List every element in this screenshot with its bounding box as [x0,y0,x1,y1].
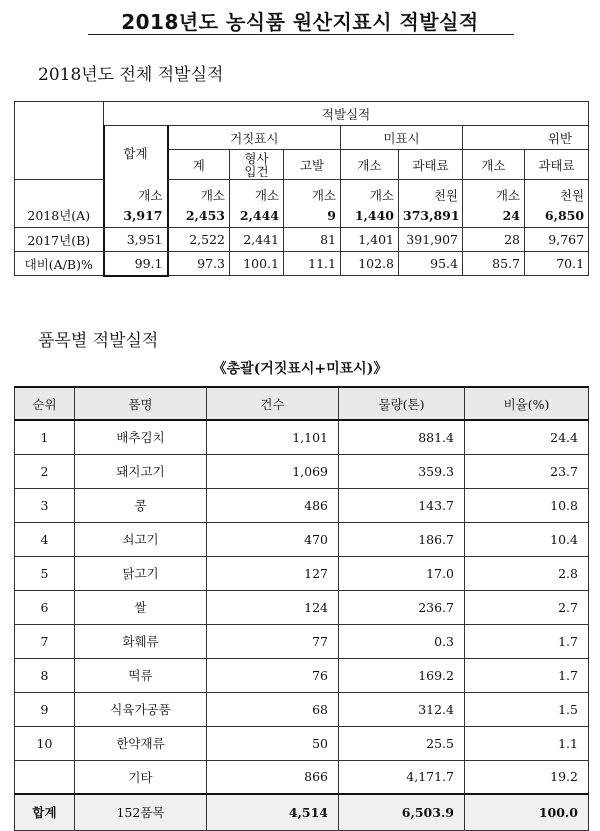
items-cell: 돼지고기 [75,454,207,488]
items-cell: 9 [15,692,75,726]
title-underline [88,34,514,35]
items-cell: 124 [207,590,339,624]
summary-header-violation-count: 개소 [463,150,525,180]
summary-row-label: 대비(A/B)% [15,252,104,276]
summary-header-results: 적발실적 [104,102,589,126]
summary-unit-label [15,180,104,204]
items-cell: 5 [15,556,75,590]
summary-header-complaint: 고발 [284,150,341,180]
items-cell: 8 [15,658,75,692]
items-cell: 1.1 [465,726,589,760]
summary-table [14,101,589,277]
summary-cell: 1,440 [341,204,399,228]
table-row [15,488,589,522]
items-total-count-items: 152품목 [75,794,207,830]
items-cell: 1.5 [465,692,589,726]
items-total-cases: 4,514 [207,794,339,830]
table-row [15,522,589,556]
items-cell: 17.0 [339,556,465,590]
summary-cell: 9,767 [525,228,589,252]
summary-cell: 3,917 [104,204,168,228]
items-cell: 1.7 [465,624,589,658]
summary-header-unmarked-fine: 과태료 [399,150,463,180]
items-cell: 186.7 [339,522,465,556]
summary-cell: 97.3 [168,252,230,276]
items-cell: 식육가공품 [75,692,207,726]
items-cell: 77 [207,624,339,658]
section-heading-items: 품목별 적발실적 [38,331,159,351]
items-cell: 4 [15,522,75,556]
summary-cell: 3,951 [104,228,168,252]
table-row [15,692,589,726]
items-cell: 76 [207,658,339,692]
section-heading-overall: 2018년도 전체 적발실적 [38,65,224,85]
summary-cell: 70.1 [525,252,589,276]
summary-header-unmarked: 미표시 [341,126,463,150]
summary-corner [15,102,104,180]
items-cell: 127 [207,556,339,590]
summary-cell: 2,444 [230,204,284,228]
items-cell: 312.4 [339,692,465,726]
summary-cell: 1,401 [341,228,399,252]
page-title: 2018년도 농식품 원산지표시 적발실적 [121,10,479,34]
items-header: 품명 [75,387,207,420]
unit-cell: 천원 [525,180,589,204]
items-cell: 470 [207,522,339,556]
unit-cell: 개소 [168,180,230,204]
items-cell: 881.4 [339,420,465,454]
items-cell: 169.2 [339,658,465,692]
items-cell: 143.7 [339,488,465,522]
items-header: 건수 [207,387,339,420]
table-row [15,590,589,624]
items-cell: 866 [207,760,339,794]
items-cell: 68 [207,692,339,726]
items-cell: 떡류 [75,658,207,692]
summary-cell: 28 [463,228,525,252]
table-row [15,556,589,590]
summary-header-total: 합계 [104,126,168,180]
summary-cell: 95.4 [399,252,463,276]
items-cell: 7 [15,624,75,658]
summary-cell: 373,891 [399,204,463,228]
items-cell: 2.8 [465,556,589,590]
items-cell: 4,171.7 [339,760,465,794]
items-cell: 10.4 [465,522,589,556]
items-cell: 1.7 [465,658,589,692]
items-total-volume: 6,503.9 [339,794,465,830]
table-row [15,454,589,488]
items-cell: 배추김치 [75,420,207,454]
table-row [15,624,589,658]
items-cell: 236.7 [339,590,465,624]
items-cell: 1,101 [207,420,339,454]
summary-cell: 85.7 [463,252,525,276]
unit-cell: 개소 [104,180,168,204]
items-cell: 0.3 [339,624,465,658]
summary-header-criminal: 형사 입건 [230,150,284,180]
items-cell: 한약재류 [75,726,207,760]
unit-cell: 개소 [341,180,399,204]
items-cell: 기타 [75,760,207,794]
items-header: 순위 [15,387,75,420]
items-cell: 화훼류 [75,624,207,658]
items-cell: 359.3 [339,454,465,488]
items-cell: 19.2 [465,760,589,794]
summary-cell: 100.1 [230,252,284,276]
items-cell: 25.5 [339,726,465,760]
summary-cell: 9 [284,204,341,228]
unit-cell: 천원 [399,180,463,204]
items-cell: 1 [15,420,75,454]
summary-cell: 81 [284,228,341,252]
items-cell: 6 [15,590,75,624]
summary-cell: 99.1 [104,252,168,276]
summary-header-violation-fine: 과태료 [525,150,589,180]
summary-cell: 2,522 [168,228,230,252]
unit-cell: 개소 [463,180,525,204]
unit-cell: 개소 [284,180,341,204]
items-cell: 24.4 [465,420,589,454]
items-total-ratio: 100.0 [465,794,589,830]
items-cell: 쇠고기 [75,522,207,556]
summary-cell: 11.1 [284,252,341,276]
summary-cell: 102.8 [341,252,399,276]
items-header: 물량(톤) [339,387,465,420]
items-cell: 10.8 [465,488,589,522]
summary-header-violation: 위반 [463,126,589,150]
summary-cell: 391,907 [399,228,463,252]
summary-cell: 6,850 [525,204,589,228]
items-cell: 2.7 [465,590,589,624]
items-cell: 10 [15,726,75,760]
summary-row-label: 2017년(B) [15,228,104,252]
table-row [15,760,589,794]
items-cell: 50 [207,726,339,760]
items-cell: 2 [15,454,75,488]
items-cell: 닭고기 [75,556,207,590]
summary-cell: 24 [463,204,525,228]
items-subtitle: 《총괄(거짓표시+미표시)》 [212,361,388,377]
table-row [15,658,589,692]
items-header: 비율(%) [465,387,589,420]
items-cell: 23.7 [465,454,589,488]
table-row [15,726,589,760]
unit-cell: 개소 [230,180,284,204]
summary-header-unmarked-count: 개소 [341,150,399,180]
items-cell: 쌀 [75,590,207,624]
items-cell: 콩 [75,488,207,522]
summary-row-label: 2018년(A) [15,204,104,228]
summary-header-gye: 계 [168,150,230,180]
items-total-label: 합계 [15,794,75,830]
summary-cell: 2,453 [168,204,230,228]
table-row [15,420,589,454]
items-cell [15,760,75,794]
summary-cell: 2,441 [230,228,284,252]
items-table [14,386,589,831]
summary-header-false: 거짓표시 [168,126,341,150]
items-cell: 1,069 [207,454,339,488]
items-cell: 3 [15,488,75,522]
items-cell: 486 [207,488,339,522]
